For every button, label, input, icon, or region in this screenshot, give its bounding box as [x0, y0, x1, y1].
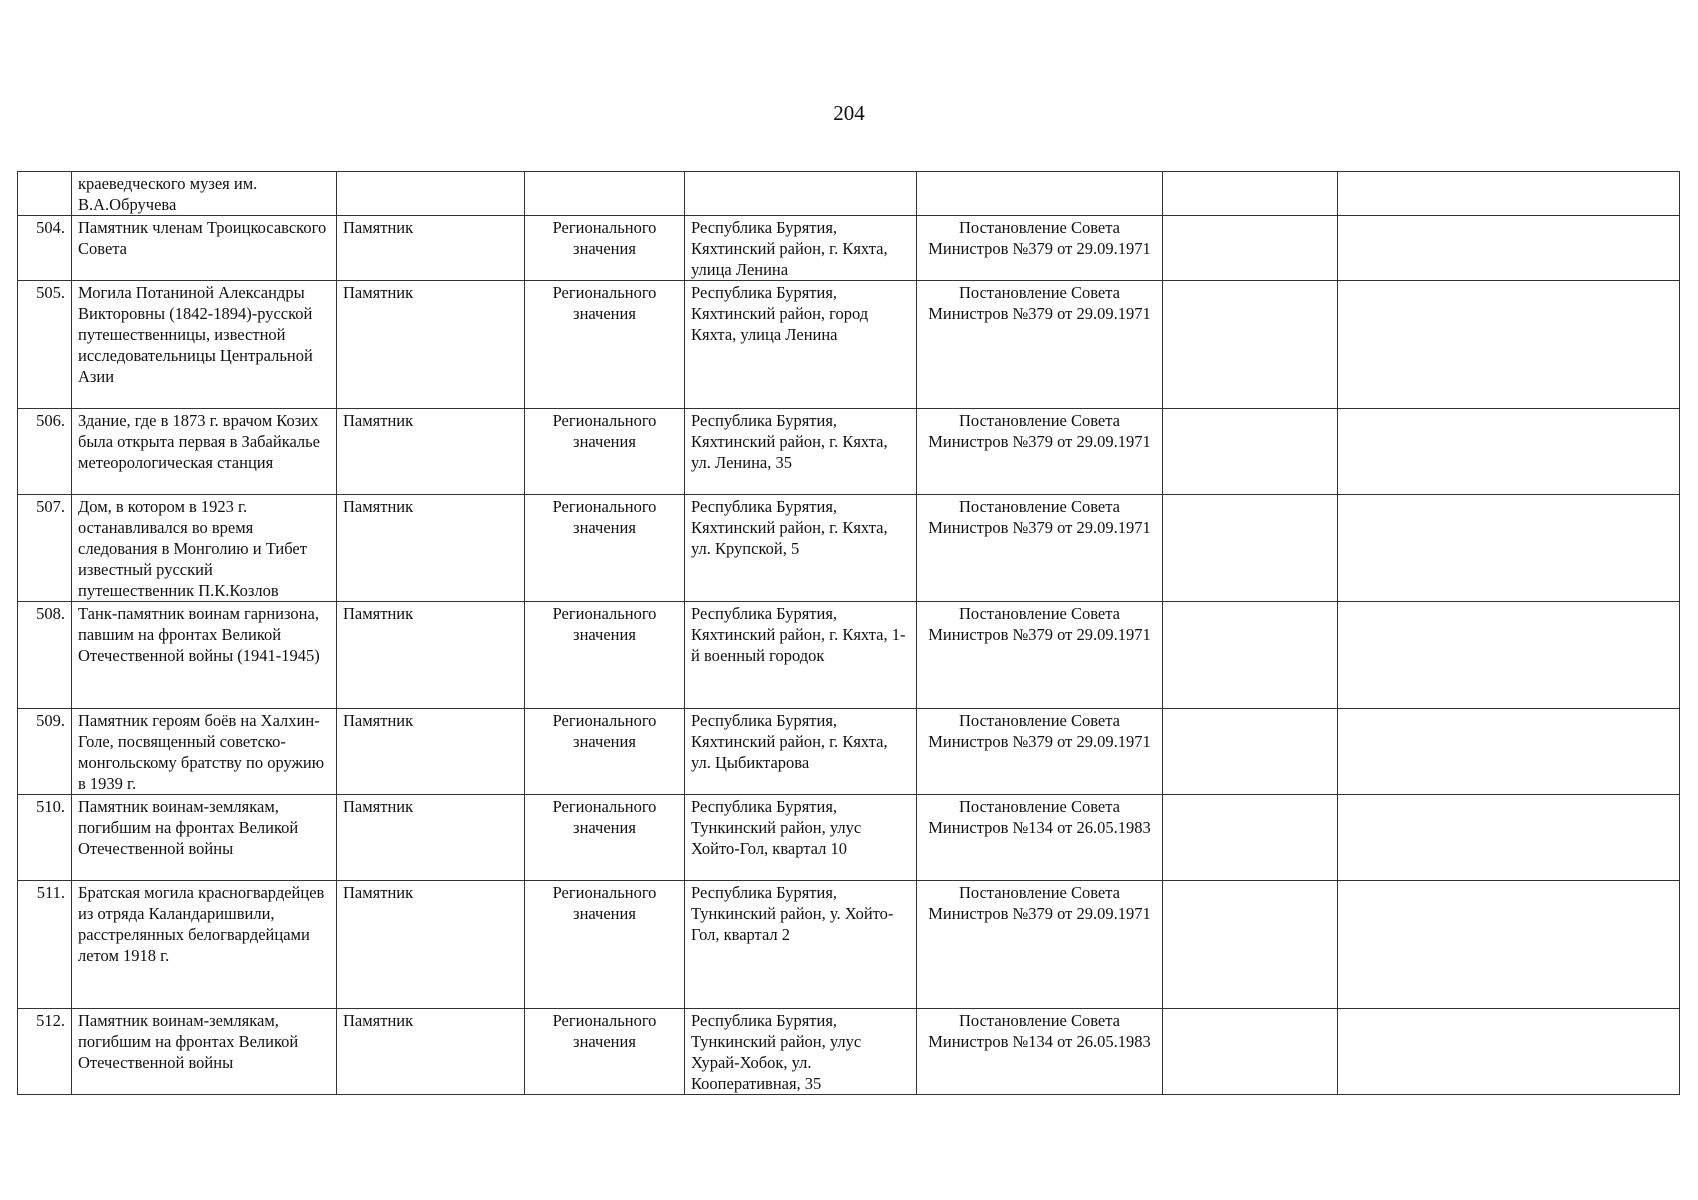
legal-document: Постановление Совета Министров №134 от 26.05.1983: [917, 795, 1163, 881]
table-row: [18, 281, 1680, 409]
object-address: Республика Бурятия, Кяхтинский район, г. Кяхта, ул. Цыбиктарова: [685, 709, 917, 795]
monuments-table: [17, 171, 1680, 1095]
object-address: Республика Бурятия, Кяхтинский район, г. Кяхта, ул. Ленина, 35: [685, 409, 917, 495]
empty-cell: [1338, 216, 1680, 281]
object-type: Памятник: [337, 495, 525, 602]
object-name: Здание, где в 1873 г. врачом Козих была открыта первая в Забайкалье метеорологическая станция: [72, 409, 337, 495]
empty-cell: [1338, 495, 1680, 602]
empty-cell: [1163, 881, 1338, 1009]
table-row: [18, 495, 1680, 602]
object-address: Республика Бурятия, Тункинский район, улус Хурай-Хобок, ул. Кооперативная, 35: [685, 1009, 917, 1095]
row-number: 505.: [18, 281, 72, 409]
object-category: Регионального значения: [525, 709, 685, 795]
empty-cell: [1163, 495, 1338, 602]
object-type: Памятник: [337, 881, 525, 1009]
legal-document: Постановление Совета Министров №379 от 29.09.1971: [917, 709, 1163, 795]
table-row: [18, 709, 1680, 795]
row-number: 506.: [18, 409, 72, 495]
legal-document: Постановление Совета Министров №379 от 29.09.1971: [917, 281, 1163, 409]
legal-document: Постановление Совета Министров №379 от 29.09.1971: [917, 881, 1163, 1009]
row-number: 504.: [18, 216, 72, 281]
object-category: Регионального значения: [525, 602, 685, 709]
table-row: [18, 409, 1680, 495]
object-type: Памятник: [337, 795, 525, 881]
legal-document: Постановление Совета Министров №379 от 29.09.1971: [917, 216, 1163, 281]
table-row: [18, 1009, 1680, 1095]
empty-cell: [1163, 409, 1338, 495]
object-name: Танк-памятник воинам гарнизона, павшим на фронтах Великой Отечественной войны (1941-1945): [72, 602, 337, 709]
empty-cell: [1163, 1009, 1338, 1095]
legal-document: Постановление Совета Министров №379 от 29.09.1971: [917, 409, 1163, 495]
object-name: Могила Потаниной Александры Викторовны (1842-1894)-русской путешественницы, известной исследовательницы Центральной Азии: [72, 281, 337, 409]
empty-cell: [1163, 172, 1338, 216]
object-category: Регионального значения: [525, 881, 685, 1009]
object-address: Республика Бурятия, Кяхтинский район, г. Кяхта, 1-й военный городок: [685, 602, 917, 709]
object-category: Регионального значения: [525, 495, 685, 602]
table-row: [18, 795, 1680, 881]
object-name: Памятник воинам-землякам, погибшим на фронтах Великой Отечественной войны: [72, 795, 337, 881]
object-type: [337, 172, 525, 216]
object-name: Дом, в котором в 1923 г. останавливался во время следования в Монголию и Тибет известный русский путешественник П.К.Козлов: [72, 495, 337, 602]
empty-cell: [1163, 795, 1338, 881]
object-type: Памятник: [337, 409, 525, 495]
object-address: Республика Бурятия, Тункинский район, у. Хойто-Гол, квартал 2: [685, 881, 917, 1009]
object-category: Регионального значения: [525, 281, 685, 409]
legal-document: [917, 172, 1163, 216]
object-category: Регионального значения: [525, 216, 685, 281]
table-row: [18, 216, 1680, 281]
row-number: 510.: [18, 795, 72, 881]
empty-cell: [1163, 281, 1338, 409]
empty-cell: [1163, 216, 1338, 281]
empty-cell: [1338, 795, 1680, 881]
empty-cell: [1338, 1009, 1680, 1095]
table-row: [18, 881, 1680, 1009]
empty-cell: [1163, 602, 1338, 709]
object-address: Республика Бурятия, Тункинский район, улус Хойто-Гол, квартал 10: [685, 795, 917, 881]
object-category: Регионального значения: [525, 1009, 685, 1095]
object-type: Памятник: [337, 709, 525, 795]
object-name: краеведческого музея им. В.А.Обручева: [72, 172, 337, 216]
legal-document: Постановление Совета Министров №379 от 29.09.1971: [917, 602, 1163, 709]
object-name: Братская могила красногвардейцев из отряда Каландаришвили, расстрелянных белогвардейцами летом 1918 г.: [72, 881, 337, 1009]
object-address: [685, 172, 917, 216]
object-type: Памятник: [337, 602, 525, 709]
row-number: [18, 172, 72, 216]
empty-cell: [1338, 409, 1680, 495]
object-type: Памятник: [337, 281, 525, 409]
object-category: Регионального значения: [525, 409, 685, 495]
table-row: [18, 172, 1680, 216]
empty-cell: [1338, 281, 1680, 409]
empty-cell: [1338, 602, 1680, 709]
object-name: Памятник воинам-землякам, погибшим на фронтах Великой Отечественной войны: [72, 1009, 337, 1095]
page-number: 204: [833, 101, 865, 125]
table-row: [18, 602, 1680, 709]
empty-cell: [1163, 709, 1338, 795]
object-address: Республика Бурятия, Кяхтинский район, г. Кяхта, ул. Крупской, 5: [685, 495, 917, 602]
object-category: [525, 172, 685, 216]
row-number: 511.: [18, 881, 72, 1009]
object-name: Памятник членам Троицкосавского Совета: [72, 216, 337, 281]
object-address: Республика Бурятия, Кяхтинский район, город Кяхта, улица Ленина: [685, 281, 917, 409]
object-category: Регионального значения: [525, 795, 685, 881]
empty-cell: [1338, 709, 1680, 795]
row-number: 512.: [18, 1009, 72, 1095]
object-address: Республика Бурятия, Кяхтинский район, г. Кяхта, улица Ленина: [685, 216, 917, 281]
legal-document: Постановление Совета Министров №134 от 26.05.1983: [917, 1009, 1163, 1095]
legal-document: Постановление Совета Министров №379 от 29.09.1971: [917, 495, 1163, 602]
row-number: 508.: [18, 602, 72, 709]
object-type: Памятник: [337, 1009, 525, 1095]
object-name: Памятник героям боёв на Халхин-Голе, посвященный советско-монгольскому братству по оружию в 1939 г.: [72, 709, 337, 795]
object-type: Памятник: [337, 216, 525, 281]
row-number: 509.: [18, 709, 72, 795]
empty-cell: [1338, 172, 1680, 216]
empty-cell: [1338, 881, 1680, 1009]
row-number: 507.: [18, 495, 72, 602]
